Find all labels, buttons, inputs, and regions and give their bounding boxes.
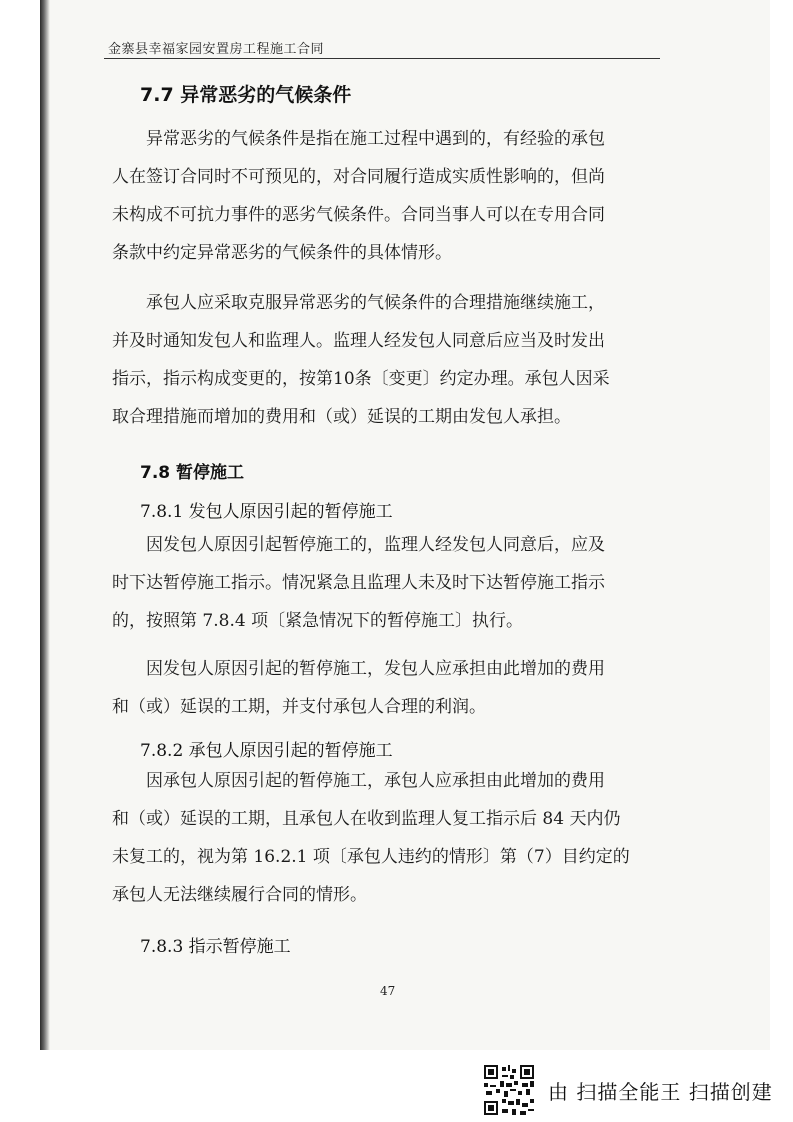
paragraph-line: 并及时通知发包人和监理人。监理人经发包人同意后应当及时发出 — [112, 331, 605, 351]
section-7-8-title: 7.8 暂停施工 — [140, 463, 245, 483]
paragraph-line: 和（或）延误的工期，且承包人在收到监理人复工指示后 84 天内仍 — [112, 809, 621, 829]
running-header: 金寨县幸福家园安置房工程施工合同 — [108, 42, 325, 57]
paragraph-line: 和（或）延误的工期，并支付承包人合理的利润。 — [112, 697, 486, 717]
paragraph-line: 因承包人原因引起的暂停施工，承包人应承担由此增加的费用 — [146, 771, 605, 791]
paragraph-line: 承包人应采取克服异常恶劣的气候条件的合理措施继续施工， — [146, 293, 605, 313]
section-7-7-paragraph-2 — [112, 284, 668, 436]
section-7-7-paragraph-1 — [112, 120, 668, 272]
paragraph-line: 因发包人原因引起暂停施工的，监理人经发包人同意后，应及 — [146, 535, 605, 555]
paragraph-line: 因发包人原因引起的暂停施工，发包人应承担由此增加的费用 — [146, 659, 605, 679]
paragraph-line: 指示，指示构成变更的，按第10条〔变更〕约定办理。承包人因采 — [112, 369, 610, 389]
page-number: 47 — [380, 984, 396, 998]
section-7-7-title: 7.7 异常恶劣的气候条件 — [140, 84, 352, 106]
qr-code-icon — [484, 1065, 534, 1115]
watermark-text: 由 扫描全能王 扫描创建 — [548, 1079, 773, 1104]
paragraph-line: 人在签订合同时不可预见的，对合同履行造成实质性影响的，但尚 — [112, 167, 605, 187]
section-7-8-1-paragraph-2 — [112, 650, 668, 726]
section-7-8-2-title: 7.8.2 承包人原因引起的暂停施工 — [140, 741, 393, 761]
paragraph-line: 未复工的，视为第 16.2.1 项〔承包人违约的情形〕第（7）目约定的 — [112, 847, 630, 867]
section-7-8-2-paragraph-1 — [112, 762, 668, 914]
scanner-watermark — [484, 1064, 773, 1116]
section-7-8-1-title: 7.8.1 发包人原因引起的暂停施工 — [140, 502, 393, 522]
header-divider — [104, 58, 660, 59]
paragraph-line: 的，按照第 7.8.4 项〔紧急情况下的暂停施工〕执行。 — [112, 611, 524, 631]
page-binding-shadow — [40, 0, 50, 1050]
paragraph-line: 承包人无法继续履行合同的情形。 — [112, 885, 367, 905]
paragraph-line: 取合理措施而增加的费用和（或）延误的工期由发包人承担。 — [112, 407, 571, 427]
paragraph-line: 异常恶劣的气候条件是指在施工过程中遇到的，有经验的承包 — [146, 129, 605, 149]
paragraph-line: 时下达暂停施工指示。情况紧急且监理人未及时下达暂停施工指示 — [112, 573, 605, 593]
section-7-8-1-paragraph-1 — [112, 526, 668, 640]
paragraph-line: 条款中约定异常恶劣的气候条件的具体情形。 — [112, 243, 452, 263]
paragraph-line: 未构成不可抗力事件的恶劣气候条件。合同当事人可以在专用合同 — [112, 205, 605, 225]
section-7-8-3-title: 7.8.3 指示暂停施工 — [140, 937, 291, 957]
